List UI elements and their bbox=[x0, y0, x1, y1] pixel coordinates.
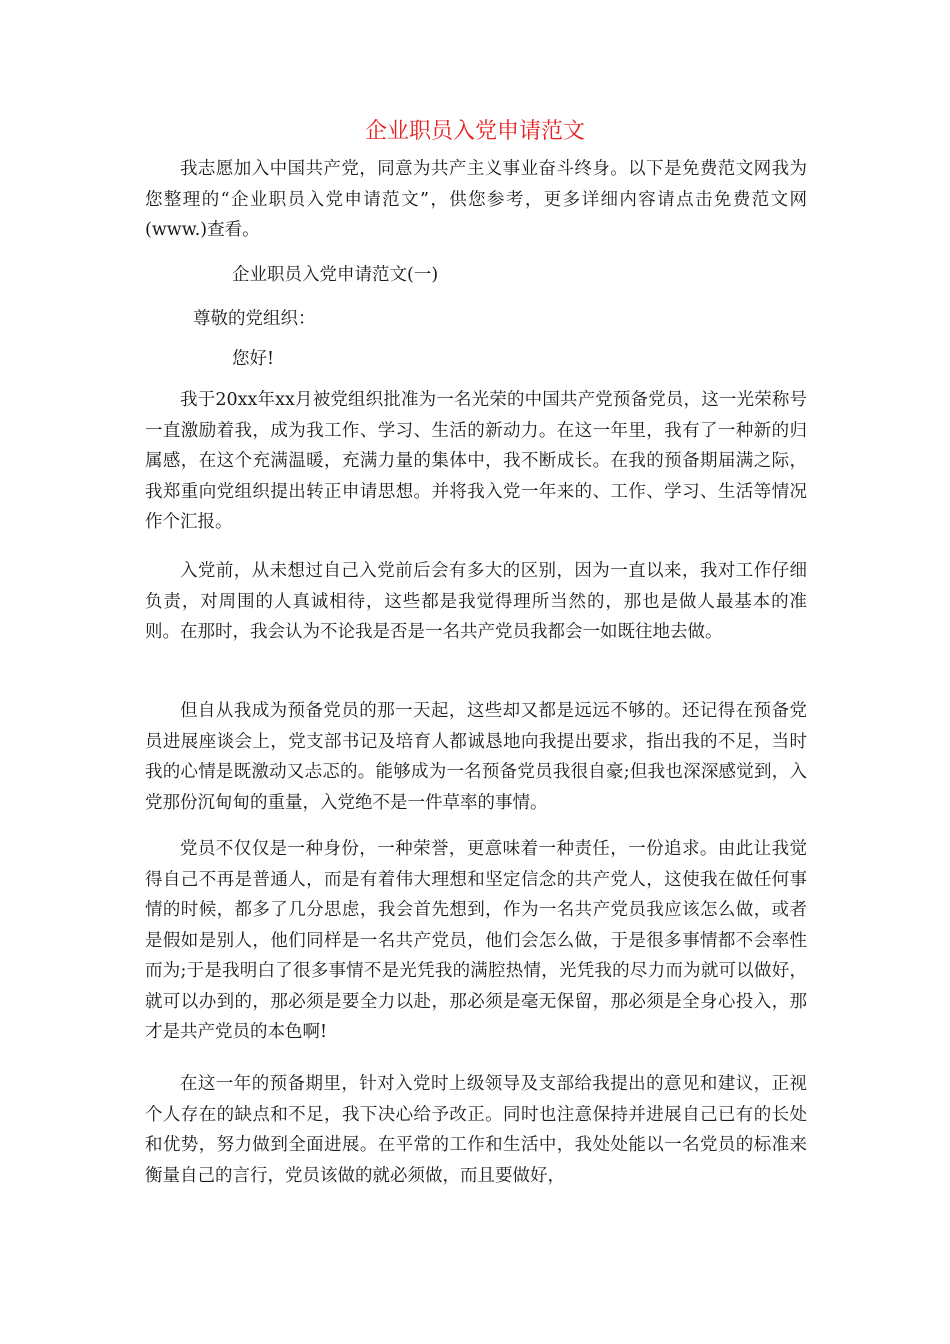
body-paragraph: 入党前，从未想过自己入党前后会有多大的区别，因为一直以来，我对工作仔细负责，对周围的人真诚相待，这些都是我觉得理所当然的，那也是做人最基本的准则。在那时，我会认为不论我是否是一名共产党员我都会一如既往地去做。 bbox=[145, 561, 807, 642]
body-paragraph: 党员不仅仅是一种身份，一种荣誉，更意味着一种责任，一份追求。由此让我觉得自己不再是普通人，而是有着伟大理想和坚定信念的共产党人，这使我在做任何事情的时候，都多了几分思虑，我会首先想到，作为一名共产党员我应该怎么做，或者是假如是别人，他们同样是一名共产党员，他们会怎么做，于是很多事情都不会率性而为;于是我明白了很多事情不是光凭我的满腔热情，光凭我的尽力而为就可以做好，就可以办到的，那必须是要全力以赴，那必须是毫无保留，那必须是全身心投入，那才是共产党员的本色啊! bbox=[145, 839, 807, 1042]
greeting: 您好! bbox=[232, 349, 275, 369]
intro-paragraph: 我志愿加入中国共产党，同意为共产主义事业奋斗终身。以下是免费范文网我为您整理的“企业职员入党申请范文”，供您参考，更多详细内容请点击免费范文网(www.)查看。 bbox=[145, 159, 807, 240]
body-paragraph: 在这一年的预备期里，针对入党时上级领导及支部给我提出的意见和建议，正视个人存在的缺点和不足，我下决心给予改正。同时也注意保持并进展自己已有的长处和优势，努力做到全面进展。在平常的工作和生活中，我处处能以一名党员的标准来衡量自己的言行，党员该做的就必须做，而且要做好， bbox=[145, 1074, 807, 1186]
body-paragraph: 但自从我成为预备党员的那一天起，这些却又都是远远不够的。还记得在预备党员进展座谈会上，党支部书记及培育人都诚恳地向我提出要求，指出我的不足，当时我的心情是既激动又忐忑的。能够成为一名预备党员我很自豪;但我也深深感觉到，入党那份沉甸甸的重量，入党绝不是一件草率的事情。 bbox=[145, 701, 807, 813]
subtitle: 企业职员入党申请范文(一) bbox=[232, 265, 439, 285]
body-paragraph: 我于20xx年xx月被党组织批准为一名光荣的中国共产党预备党员，这一光荣称号一直激励着我，成为我工作、学习、生活的新动力。在这一年里，我有了一种新的归属感，在这个充满温暖，充满力量的集体中，我不断成长。在我的预备期届满之际，我郑重向党组织提出转正申请思想。并将我入党一年来的、工作、学习、生活等情况作个汇报。 bbox=[145, 390, 807, 532]
salutation: 尊敬的党组织： bbox=[193, 309, 316, 329]
document-title: 企业职员入党申请范文 bbox=[364, 119, 585, 144]
